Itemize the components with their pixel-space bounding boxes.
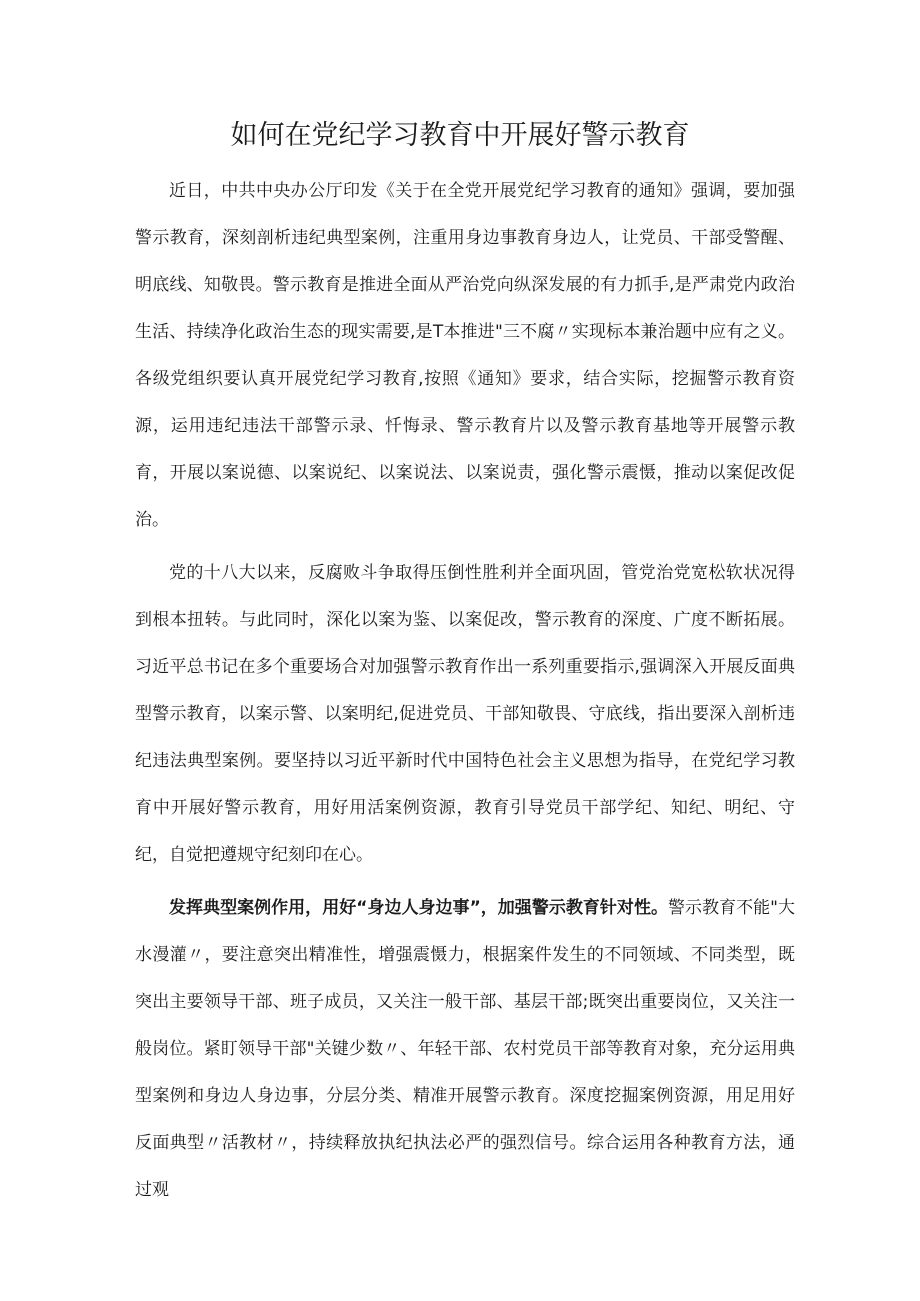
paragraph-text: 近日，中共中央办公厅印发《关于在全党开展党纪学习教育的通知》强调，要加强警示教育，深刻剖析违纪典型案例，注重用身边事教育身边人，让党员、干部受警醒、明底线、知敬畏。警示教育是推进全面从严治党向纵深发展的有力抓手,是严肃党内政治生活、持续净化政治生态的现实需要,是T本推进"三不腐〃实现标本兼治题中应有之义。各级党组织要认真开展党纪学习教育,按照《通知》要求，结合实际，挖掘警示教育资源，运用违纪违法干部警示录、忏悔录、警示教育片以及警示教育基地等开展警示教育，开展以案说德、以案说纪、以案说法、以案说责，强化警示震慑，推动以案促改促治。 [135, 181, 795, 530]
paragraph-text: 警示教育不能"大水漫灌〃，要注意突出精准性，增强震慑力，根据案件发生的不同领域、不同类型，既突出主要领导干部、班子成员，又关注一般干部、基层干部;既突出重要岗位，又关注一般岗位。紧盯领导干部"关键少数〃、年轻干部、农村党员干部等教育对象，充分运用典型案例和身边人身边事，分层分类、精准开展警示教育。深度挖掘案例资源，用足用好反面典型〃活教材〃，持续释放执纪执法必严的强烈信号。综合运用各种教育方法，通过观 [135, 898, 795, 1200]
paragraph-2 [135, 550, 795, 879]
article-body [135, 168, 795, 1220]
page-title: 如何在党纪学习教育中开展好警示教育 [230, 120, 690, 151]
paragraph-text: 党的十八大以来，反腐败斗争取得压倒性胜利并全面巩固，管党治党宽松软状况得到根本扭转。与此同时，深化以案为鉴、以案促改，警示教育的深度、广度不断拓展。习近平总书记在多个重要场合对加强警示教育作出一系列重要指示,强调深入开展反面典型警示教育，以案示警、以案明纪,促进党员、干部知敬畏、守底线，指出要深入剖析违纪违法典型案例。要坚持以习近平新时代中国特色社会主义思想为指导，在党纪学习教育中开展好警示教育，用好用活案例资源，教育引导党员干部学纪、知纪、明纪、守纪，自觉把遵规守纪刻印在心。 [135, 563, 795, 865]
paragraph-1 [135, 168, 795, 544]
paragraph-3 [135, 885, 795, 1214]
paragraph-lead: 发挥典型案例作用，用好“身边人身边事”，加强警示教育针对性。 [169, 898, 669, 918]
